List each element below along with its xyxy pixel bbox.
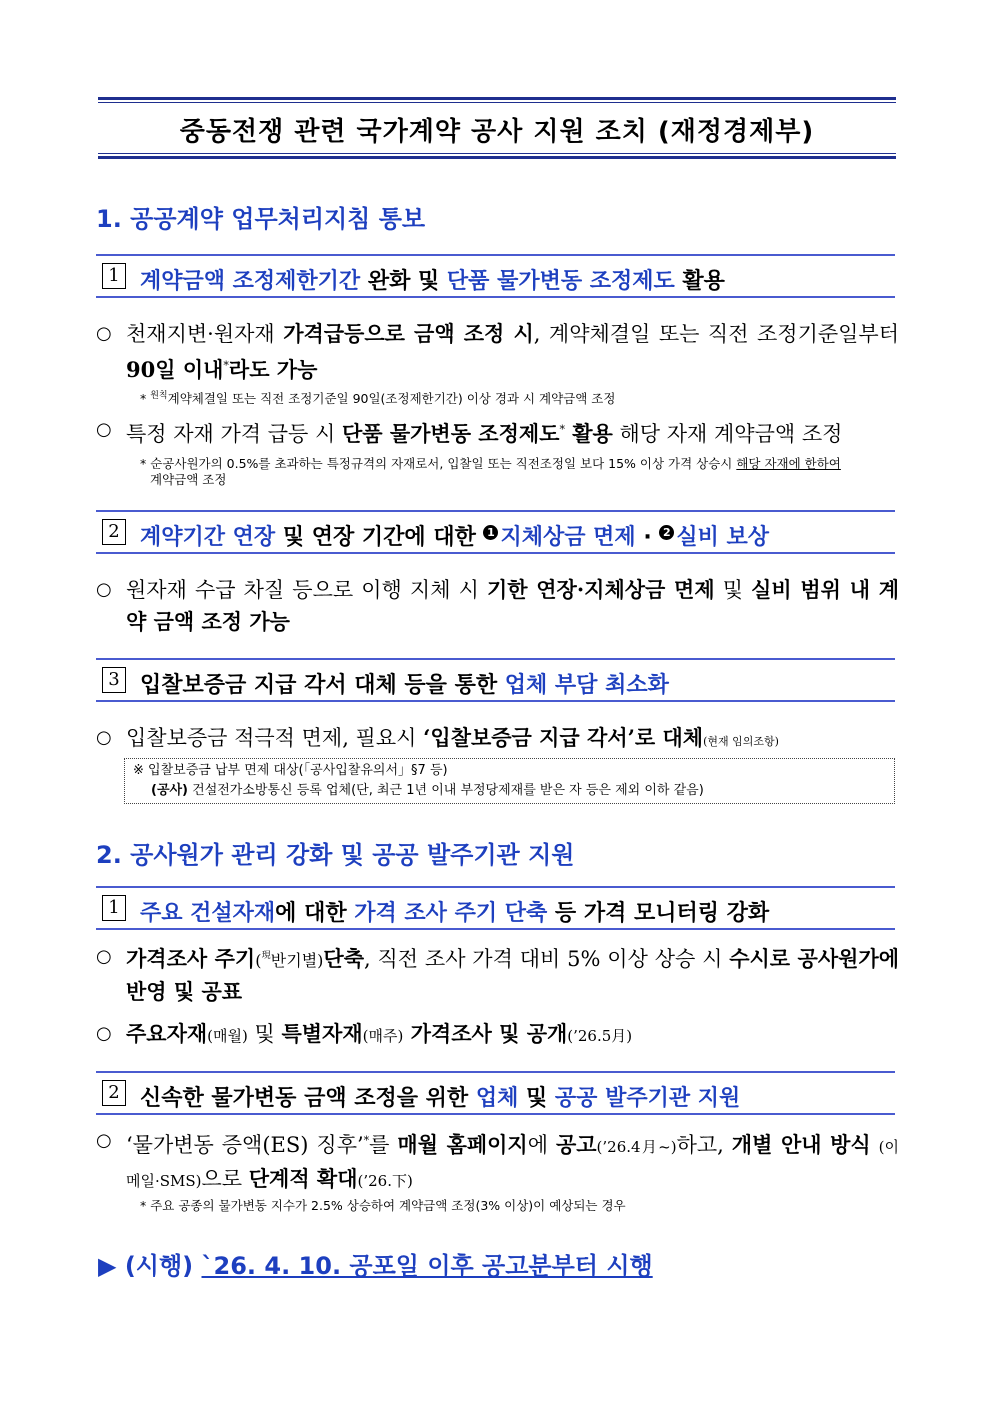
subheading-text <box>140 668 669 699</box>
arrow-icon: ▶ <box>98 1252 117 1280</box>
s1-box3-a: 입찰보증금 지급 각서 대체 등을 통한 <box>140 673 505 698</box>
s2-item3-k: 단계적 확대 <box>248 1166 358 1191</box>
s2-subheading-1 <box>96 886 895 930</box>
s2-item3-e: 공고 <box>555 1132 597 1157</box>
note-sup: 원칙 <box>150 391 168 401</box>
s2-box1-c: 가격 조사 주기 단축 <box>354 901 548 926</box>
bullet-marker: ○ <box>96 727 112 748</box>
s1-box1-b: 완화 및 <box>360 269 447 294</box>
s2-item1-c: 반기별) <box>270 951 324 970</box>
s1-box1-d: 활용 <box>674 269 725 294</box>
s1-item-3 <box>96 574 899 638</box>
section-1-heading: 1. 공공계약 업무처리지침 통보 <box>96 205 426 233</box>
title-box <box>98 97 896 159</box>
s2-item2-d: 특별자재 <box>281 1021 363 1046</box>
s2-item2-f: 가격조사 및 공개 <box>403 1021 568 1046</box>
bullet-marker: ○ <box>96 1023 112 1044</box>
s1-item4-c: (현재 임의조항) <box>703 735 779 748</box>
exemption-line-1: ※ 입찰보증금 납부 면제 대상(「공사입찰유의서」§7 등) <box>133 763 448 778</box>
bullet-marker: ○ <box>96 1130 112 1151</box>
s1-subheading-3 <box>96 658 895 702</box>
s1-note-2 <box>140 456 900 488</box>
s1-box2-b: 및 연장 기간에 대한 <box>275 525 484 550</box>
subheading-number: 3 <box>102 667 126 693</box>
s1-item3-b: 기한 연장·지체상금 면제 <box>486 577 715 602</box>
s1-subheading-1 <box>96 254 895 298</box>
title-border-top-thin <box>98 102 896 103</box>
final-label: (시행) <box>124 1252 194 1280</box>
subheading-text <box>140 896 769 927</box>
subheading-text <box>140 1081 740 1112</box>
s2-item3-i: (이메일·SMS) <box>126 1138 899 1190</box>
s2-subheading-2 <box>96 1071 895 1115</box>
s1-item2-sup: * <box>559 423 565 436</box>
exemption-line-2-text: 건설전가소방통신 등록 업체(단, 최근 1년 이내 부정당제재를 받은 자 등은 제외 이하 같음) <box>188 783 704 798</box>
s1-item2-a: 특정 자재 가격 급등 시 <box>126 422 342 446</box>
s1-item2-d: 해당 자재 계약금액 조정 <box>612 422 843 446</box>
s2-box1-a: 주요 건설자재 <box>140 901 276 926</box>
s2-item3-b: 를 <box>369 1133 398 1157</box>
s1-box2-a: 계약기간 연장 <box>140 525 276 550</box>
title-border-top-thick <box>98 97 896 100</box>
note2-a: * 순공사원가의 0.5%를 초과하는 특정규격의 자재로서, 입찰일 또는 직전조정일 보다 15% 이상 가격 상승시 <box>140 456 737 471</box>
s2-item1-a: 가격조사 주기 <box>126 946 256 971</box>
s1-subheading-2 <box>96 510 895 554</box>
exemption-note-box <box>124 758 895 804</box>
subheading-number: 2 <box>102 1080 126 1106</box>
s2-box1-d: 등 가격 모니터링 강화 <box>547 901 770 926</box>
final-text: `26. 4. 10. 공포일 이후 공고분부터 시행 <box>201 1252 653 1280</box>
page-title: 중동전쟁 관련 국가계약 공사 지원 조치 (재정경제부) <box>179 117 815 147</box>
s2-item2-c: 및 <box>247 1022 282 1046</box>
s1-item1-d: 90일 이내 <box>126 357 224 382</box>
subheading-number: 2 <box>102 519 126 545</box>
s1-item1-b: 가격급등으로 금액 조정 시 <box>283 321 534 346</box>
s1-item3-a: 원자재 수급 차질 등으로 이행 지체 시 <box>126 578 487 602</box>
s2-item1-f: 수시로 공사원가에 반영 및 공표 <box>126 946 899 1004</box>
s2-item3-j: 으로 <box>201 1167 249 1191</box>
circled-number-1: 1 <box>483 525 498 540</box>
s2-box2-a: 신속한 물가변동 금액 조정을 위한 <box>140 1086 476 1111</box>
s2-box2-c: 및 <box>518 1086 555 1111</box>
s2-item1-sup: 現 <box>261 951 271 961</box>
subheading-text <box>140 264 725 295</box>
s1-item1-a: 천재지변·원자재 <box>126 322 284 346</box>
note2-c: 계약금액 조정 <box>150 472 227 487</box>
s2-item-1 <box>96 941 899 1008</box>
subheading-text <box>140 520 769 551</box>
s1-item4-b: ‘입찰보증금 지급 각서’로 대체 <box>423 725 704 750</box>
circled-number-2: 2 <box>659 525 674 540</box>
subheading-number: 1 <box>102 263 126 289</box>
s2-item2-b: (매월) <box>207 1027 248 1045</box>
s1-item-1 <box>96 318 899 386</box>
note2-b: 해당 자재에 한하여 <box>736 456 841 471</box>
s2-item3-h: 개별 안내 방식 <box>731 1132 871 1157</box>
exemption-line-2-label: (공사) <box>151 783 188 798</box>
s2-item3-g: 하고, <box>676 1133 732 1157</box>
s1-box2-c: 지체상금 면제 <box>500 525 636 550</box>
s2-item-2 <box>96 1018 899 1052</box>
s1-item1-c: , 계약체결일 또는 직전 조정기준일부터 <box>533 322 899 346</box>
s1-item1-e: 라도 가능 <box>228 357 318 382</box>
s2-item2-g: (’26.5月) <box>567 1027 633 1045</box>
s1-item2-b: 단품 물가변동 조정제도 <box>341 421 560 446</box>
s1-box2-e: 실비 보상 <box>676 525 770 550</box>
s2-box2-d: 공공 발주기관 지원 <box>554 1086 741 1111</box>
title-border-bottom-thick <box>98 156 896 159</box>
bullet-marker: ○ <box>96 419 112 440</box>
section-2-heading: 2. 공사원가 관리 강화 및 공공 발주기관 지원 <box>96 841 575 869</box>
s2-item1-e: , 직전 조사 가격 대비 5% 이상 상승 시 <box>363 947 730 971</box>
s2-item3-c: 매월 홈페이지 <box>397 1132 528 1157</box>
s1-item1-sup: * <box>223 359 229 372</box>
s1-item2-c: 활용 <box>564 421 613 446</box>
bullet-marker: ○ <box>96 579 112 600</box>
s1-item3-c: 및 <box>714 578 752 602</box>
s1-item-2 <box>96 414 899 450</box>
s1-item4-a: 입찰보증금 적극적 면제, 필요시 <box>126 726 424 750</box>
effective-date-line <box>98 1246 653 1281</box>
s2-item1-b: ( <box>255 951 262 970</box>
note-text: 계약체결일 또는 직전 조정기준일 90일(조정제한기간) 이상 경과 시 계약금액 조정 <box>167 391 616 407</box>
s1-box1-c: 단품 물가변동 조정제도 <box>446 269 675 294</box>
s2-item2-e: (매주) <box>362 1027 404 1045</box>
s1-note-1 <box>140 388 900 407</box>
bullet-marker: ○ <box>96 946 112 967</box>
s2-item1-d: 단축 <box>323 946 364 971</box>
s2-item-3 <box>96 1125 899 1197</box>
s2-box1-b: 에 대한 <box>275 901 355 926</box>
note-star: * <box>140 391 147 407</box>
title-border-bottom-thin <box>98 153 896 154</box>
s2-item3-sup: * <box>363 1134 370 1147</box>
s2-box2-b: 업체 <box>475 1086 519 1111</box>
s1-box2-d: · <box>635 525 660 550</box>
bullet-marker: ○ <box>96 323 112 344</box>
s1-box3-b: 업체 부담 최소화 <box>504 673 669 698</box>
s1-item3-d: 실비 범위 내 계약 금액 조정 가능 <box>126 577 900 634</box>
s1-item-4 <box>96 722 899 757</box>
s2-note-1: * 주요 공종의 물가변동 지수가 2.5% 상승하여 계약금액 조정(3% 이상)이 예상되는 경우 <box>140 1198 626 1213</box>
s2-item3-l: (’26.下) <box>357 1172 413 1190</box>
subheading-number: 1 <box>102 895 126 921</box>
s2-item3-a: ‘물가변동 증액(ES) 징후’ <box>126 1133 364 1157</box>
s2-item3-d: 에 <box>527 1133 556 1157</box>
s2-item2-a: 주요자재 <box>126 1021 208 1046</box>
s1-box1-a: 계약금액 조정제한기간 <box>140 269 361 294</box>
s2-item3-f: (’26.4月~) <box>596 1138 677 1156</box>
